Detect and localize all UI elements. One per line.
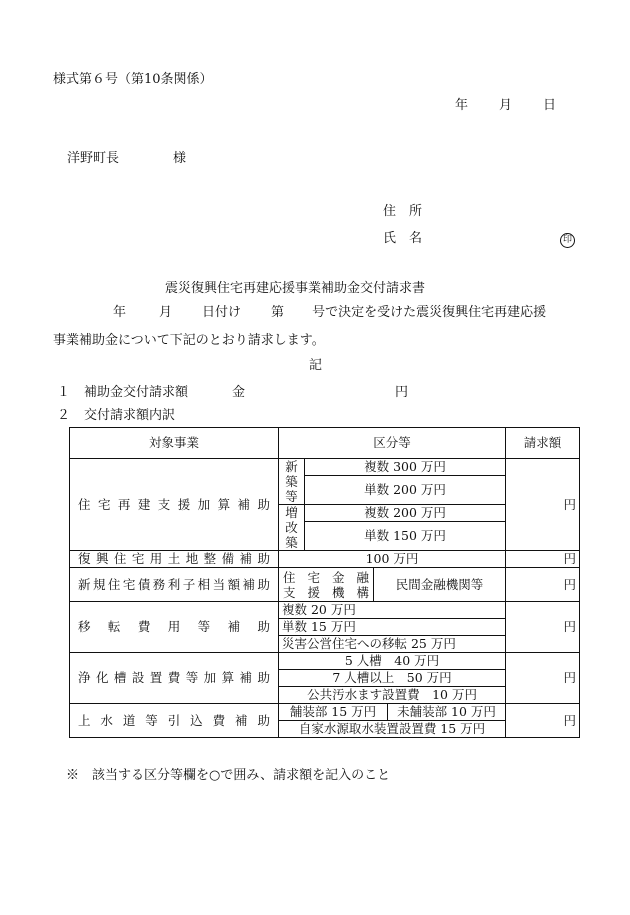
jhf-line1: 住宅金融 [283, 569, 369, 585]
body-line1-rest: 号で決定を受けた震災復興住宅再建応援 [312, 305, 547, 320]
body-month: 月 [159, 305, 173, 320]
row4-amount[interactable]: 円 [506, 602, 580, 653]
date-day: 日 [543, 98, 557, 113]
footnote: ※ 該当する区分等欄を○で囲み、請求額を記入のこと [66, 768, 391, 783]
body-number-prefix: 第 [271, 305, 285, 320]
jhf-line2: 支援機構 [283, 584, 369, 600]
item2-label: 交付請求額内訳 [84, 408, 176, 423]
private-water-option[interactable]: 自家水源取水装置設置費 15 万円 [279, 721, 506, 738]
sewer-basin-option[interactable]: 公共汚水ます設置費 10 万円 [279, 687, 506, 704]
extension-label: 増 改 築 [279, 505, 305, 551]
septic-7-option[interactable]: 7 人槽以上 50 万円 [279, 670, 506, 687]
document-title: 震災復興住宅再建応援事業補助金交付請求書 [165, 281, 426, 296]
row3-name: 新規住宅債務利子相当額補助 [70, 568, 279, 602]
seal-mark [560, 231, 575, 248]
row3-amount[interactable]: 円 [506, 568, 580, 602]
loan-options [279, 568, 506, 602]
body-dated: 日付け [202, 305, 242, 320]
body-year: 年 [113, 305, 127, 320]
land-option[interactable]: 100 万円 [279, 551, 506, 568]
row6-name: 上水道等引込費補助 [70, 704, 279, 738]
row5-name: 浄化槽設置費等加算補助 [70, 653, 279, 704]
new-build-label: 新 築 等 [279, 459, 305, 505]
header-category: 区分等 [279, 428, 506, 459]
header-amount: 請求額 [506, 428, 580, 459]
addressee-honorific: 様 [173, 151, 187, 166]
breakdown-table [69, 427, 580, 738]
row4-name: 移転費用等補助 [70, 602, 279, 653]
name-label: 氏 名 [383, 231, 423, 246]
row2-amount[interactable]: 円 [506, 551, 580, 568]
row1-name: 住宅再建支援加算補助 [70, 459, 279, 551]
address-label: 住 所 [383, 204, 423, 219]
private-bank-option[interactable]: 民間金融機関等 [395, 576, 484, 592]
septic-5-option[interactable]: 5 人槽 40 万円 [279, 653, 506, 670]
ext-single-option[interactable]: 単数 150 万円 [305, 522, 506, 551]
header-target: 対象事業 [70, 428, 279, 459]
row6-amount[interactable]: 円 [506, 704, 580, 738]
date-year: 年 [455, 98, 469, 113]
relocation-multi-option[interactable]: 複数 20 万円 [279, 602, 506, 619]
water-paved-options [279, 704, 506, 721]
date-month: 月 [499, 98, 513, 113]
water-unpaved-option[interactable]: 未舗装部 10 万円 [397, 704, 496, 719]
water-paved-option[interactable]: 舗装部 15 万円 [279, 704, 388, 720]
item1-number: １ [57, 385, 71, 400]
row1-amount[interactable]: 円 [506, 459, 580, 551]
item1-unit: 円 [395, 385, 409, 400]
item2-number: ２ [57, 408, 71, 423]
row2-name: 復興住宅用土地整備補助 [70, 551, 279, 568]
form-number: 様式第６号（第10条関係） [53, 72, 213, 87]
ext-multi-option[interactable]: 複数 200 万円 [305, 505, 506, 522]
row5-amount[interactable]: 円 [506, 653, 580, 704]
relocation-public-housing-option[interactable]: 災害公営住宅への移転 25 万円 [279, 636, 506, 653]
body-line2: 事業補助金について下記のとおり請求します。 [53, 333, 325, 348]
addressee-name: 洋野町長 [67, 151, 120, 166]
ki-heading: 記 [309, 358, 323, 373]
new-single-option[interactable]: 単数 200 万円 [305, 476, 506, 505]
request-paragraph [53, 299, 593, 355]
jhf-option[interactable] [279, 568, 374, 601]
item1-kin: 金 [232, 385, 246, 400]
relocation-single-option[interactable]: 単数 15 万円 [279, 619, 506, 636]
seal-icon: 印 [560, 233, 575, 248]
new-multi-option[interactable]: 複数 300 万円 [305, 459, 506, 476]
item1-label: 補助金交付請求額 [84, 385, 189, 400]
